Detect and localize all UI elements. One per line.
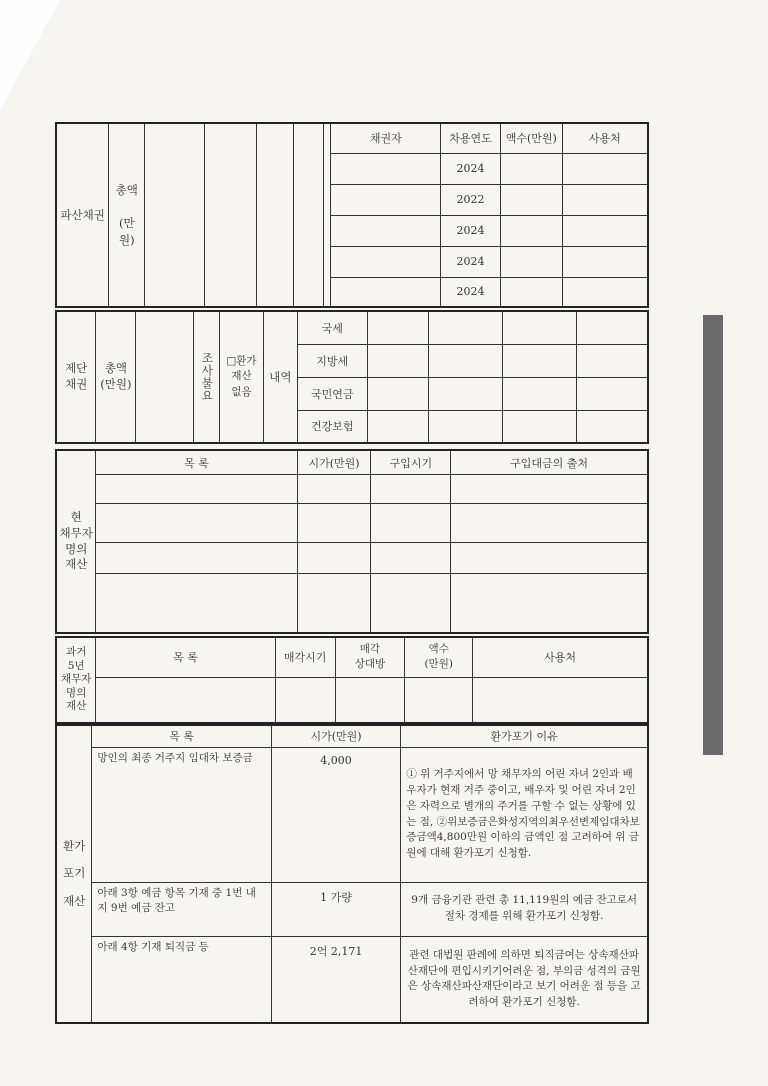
blank-cell bbox=[335, 677, 405, 723]
waiver-price: 4,000 bbox=[271, 747, 401, 882]
blank-cell bbox=[451, 542, 648, 573]
blank-cell bbox=[371, 542, 451, 573]
exempt-claims-label: 제단 채권 bbox=[56, 311, 96, 443]
year-cell: 2024 bbox=[441, 246, 501, 277]
blank-cell bbox=[323, 123, 331, 307]
blank-cell bbox=[96, 677, 275, 723]
blank-cell bbox=[429, 311, 503, 344]
header-amount: 액수 (만원) bbox=[405, 637, 473, 677]
usage-cell bbox=[562, 153, 648, 184]
no-survey-label: 조사불요 bbox=[194, 311, 220, 443]
blank-cell bbox=[205, 123, 257, 307]
blank-cell bbox=[367, 410, 429, 443]
exempt-claims-table bbox=[55, 310, 649, 444]
blank-cell bbox=[473, 677, 648, 723]
header-reason: 환가포기 이유 bbox=[401, 725, 648, 747]
current-assets-label: 현 채무자 명의 재산 bbox=[56, 450, 96, 633]
creditor-cell bbox=[331, 246, 441, 277]
amount-cell bbox=[500, 246, 562, 277]
blank-cell bbox=[576, 344, 648, 377]
blank-cell bbox=[367, 311, 429, 344]
usage-cell bbox=[562, 215, 648, 246]
past-assets-table bbox=[55, 636, 649, 724]
blank-cell bbox=[275, 677, 335, 723]
usage-cell bbox=[562, 184, 648, 215]
year-cell: 2024 bbox=[441, 215, 501, 246]
blank-cell bbox=[371, 573, 451, 633]
blank-cell bbox=[503, 377, 577, 410]
waiver-reason: 9개 금융기관 관련 총 11,119원의 예금 잔고로서 절차 경제를 위해 환가포기 신청함. bbox=[401, 882, 648, 936]
blank-cell bbox=[297, 573, 371, 633]
blank-cell bbox=[367, 344, 429, 377]
blank-cell bbox=[96, 573, 297, 633]
blank-cell bbox=[96, 475, 297, 504]
waiver-reason: 관련 대법원 판례에 의하면 퇴직금여는 상속재산파산재단에 편입시키기어려운 점, 부의금 성격의 금원은 상속재산파산재단이라고 보기 어려운 점 등을 고려하여 환가포기 신청함. bbox=[401, 936, 648, 1023]
blank-cell bbox=[293, 123, 323, 307]
creditor-cell bbox=[331, 277, 441, 307]
amount-cell bbox=[500, 215, 562, 246]
waiver-reason: ① 위 거주지에서 망 채무자의 어린 자녀 2인과 배우자가 현재 거주 중이고, 배우자 및 어린 자녀 2인은 자력으로 별개의 주거를 구할 수 없는 상황에 있는 점, ②위보증금은화성지역의최우선변제임대차보증금액4,800만원 이하의 금액인 점 고려하여 위 금원에 대해 환가포기 신청함. bbox=[401, 747, 648, 882]
exempt-total-label: 총액 (만원) bbox=[96, 311, 136, 443]
header-amount: 액수(만원) bbox=[500, 123, 562, 153]
header-sale-time: 매각시기 bbox=[275, 637, 335, 677]
amount-cell bbox=[500, 153, 562, 184]
page-edge-bar bbox=[703, 315, 723, 755]
blank-cell bbox=[503, 344, 577, 377]
header-creditor: 채권자 bbox=[331, 123, 441, 153]
waiver-item: 망인의 최종 거주지 임대차 보증금 bbox=[92, 747, 271, 882]
blank-cell bbox=[429, 344, 503, 377]
bankruptcy-claims-label: 파산채권 bbox=[56, 123, 109, 307]
blank-cell bbox=[96, 504, 297, 542]
exempt-item: 지방세 bbox=[297, 344, 367, 377]
year-cell: 2022 bbox=[441, 184, 501, 215]
creditor-cell bbox=[331, 184, 441, 215]
blank-cell bbox=[297, 542, 371, 573]
usage-cell bbox=[562, 246, 648, 277]
header-usage: 사용처 bbox=[473, 637, 648, 677]
blank-cell bbox=[576, 311, 648, 344]
amount-cell bbox=[500, 277, 562, 307]
waiver-price: 1 가량 bbox=[271, 882, 401, 936]
blank-cell bbox=[503, 311, 577, 344]
page-corner-fold bbox=[0, 0, 60, 110]
blank-cell bbox=[256, 123, 293, 307]
blank-cell bbox=[451, 504, 648, 542]
header-price: 시가(만원) bbox=[297, 450, 371, 475]
header-usage: 사용처 bbox=[562, 123, 648, 153]
detail-label: 내역 bbox=[263, 311, 297, 443]
blank-cell bbox=[371, 504, 451, 542]
blank-cell bbox=[576, 377, 648, 410]
exempt-item: 국민연금 bbox=[297, 377, 367, 410]
header-year: 차용연도 bbox=[441, 123, 501, 153]
blank-cell bbox=[297, 504, 371, 542]
usage-cell bbox=[562, 277, 648, 307]
blank-cell bbox=[451, 475, 648, 504]
header-purchase-time: 구입시기 bbox=[371, 450, 451, 475]
header-price: 시가(만원) bbox=[271, 725, 401, 747]
exempt-item: 국세 bbox=[297, 311, 367, 344]
blank-cell bbox=[429, 410, 503, 443]
no-asset-checkbox-label[interactable]: □환가 재산 없음 bbox=[220, 311, 264, 443]
year-cell: 2024 bbox=[441, 153, 501, 184]
year-cell: 2024 bbox=[441, 277, 501, 307]
amount-cell bbox=[500, 184, 562, 215]
blank-cell bbox=[405, 677, 473, 723]
header-item: 목 록 bbox=[96, 450, 297, 475]
bankruptcy-total-label: 총액 (만원) bbox=[109, 123, 145, 307]
waiver-item: 아래 4항 기재 퇴직금 등 bbox=[92, 936, 271, 1023]
bankruptcy-claims-table bbox=[55, 122, 649, 308]
waiver-assets-label: 환가 포기 재산 bbox=[56, 725, 92, 1023]
blank-cell bbox=[451, 573, 648, 633]
header-item: 목 록 bbox=[96, 637, 275, 677]
blank-cell bbox=[371, 475, 451, 504]
header-buyer: 매각 상대방 bbox=[335, 637, 405, 677]
past-assets-label: 과거 5년 채무자 명의 재산 bbox=[56, 637, 96, 723]
creditor-cell bbox=[331, 215, 441, 246]
current-assets-table bbox=[55, 449, 649, 634]
exempt-total-value bbox=[136, 311, 194, 443]
waiver-assets-table bbox=[55, 724, 649, 1024]
bankruptcy-total-value bbox=[145, 123, 205, 307]
waiver-price: 2억 2,171 bbox=[271, 936, 401, 1023]
blank-cell bbox=[367, 377, 429, 410]
waiver-item: 아래 3항 예금 항목 기재 중 1번 내지 9번 예금 잔고 bbox=[92, 882, 271, 936]
blank-cell bbox=[297, 475, 371, 504]
creditor-cell bbox=[331, 153, 441, 184]
blank-cell bbox=[503, 410, 577, 443]
header-source: 구입대금의 출처 bbox=[451, 450, 648, 475]
exempt-item: 건강보험 bbox=[297, 410, 367, 443]
blank-cell bbox=[576, 410, 648, 443]
blank-cell bbox=[96, 542, 297, 573]
header-item: 목 록 bbox=[92, 725, 271, 747]
blank-cell bbox=[429, 377, 503, 410]
